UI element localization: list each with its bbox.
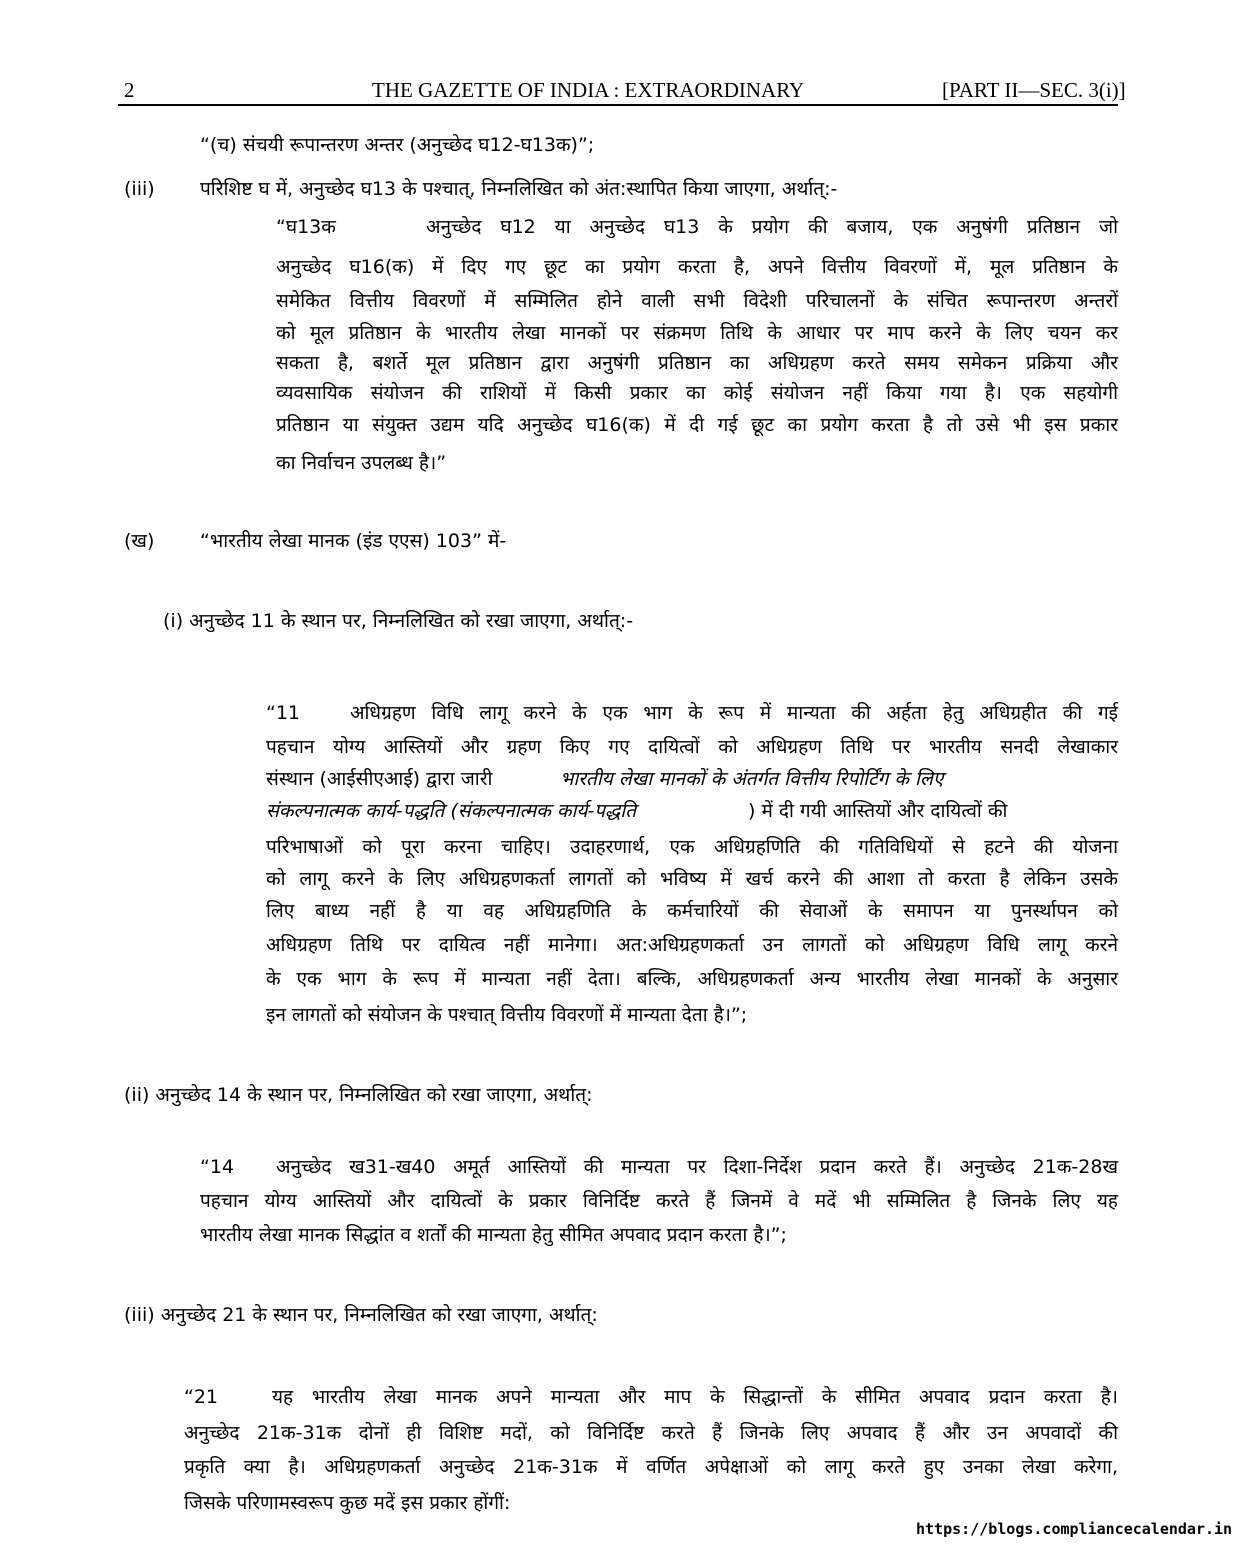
- para-11-line: संस्थान (आईसीएआई) द्वारा जारी: [266, 768, 493, 790]
- sub-iii-heading: (iii) अनुच्छेद 21 के स्थान पर, निम्नलिखित को रखा जाएगा, अर्थात्:: [124, 1304, 598, 1326]
- clause-cha-quote: “(च) संचयी रूपान्तरण अन्तर (अनुच्छेद घ12-घ13क)”;: [200, 134, 595, 156]
- section-kha-label: (ख): [124, 530, 155, 552]
- para-11-line: पहचान योग्य आस्तियों और ग्रहण किए गए दायित्वों को अधिग्रहण तिथि पर भारतीय सनदी लेखाकार: [266, 736, 1118, 758]
- para-11-italic: संकल्पनात्मक कार्य-पद्धति (संकल्पनात्मक कार्य-पद्धति: [266, 800, 637, 822]
- para-11-line: लिए बाध्य नहीं है या वह अधिग्रहणिति के कर्मचारियों की सेवाओं के समापन या पुनर्स्थापन को: [266, 900, 1118, 922]
- watermark-url[interactable]: https://blogs.compliancecalendar.in: [916, 1520, 1233, 1538]
- para-d13a-label: “घ13क: [276, 216, 336, 238]
- para-11-line: अधिग्रहण तिथि पर दायित्व नहीं मानेगा। अत:अधिग्रहणकर्ता उन लागतों को अधिग्रहण विधि लागू करने: [266, 934, 1118, 956]
- para-11-line: को लागू करने के लिए अधिग्रहणकर्ता लागतों को भविष्य में खर्च करने की आशा तो करता है लेकिन उसके: [266, 868, 1118, 890]
- para-21-label: “21: [184, 1386, 219, 1408]
- para-d13a-line: अनुच्छेद घ16(क) में दिए गए छूट का प्रयोग करता है, अपने वित्तीय विवरणों में, मूल प्रतिष्ठान के: [276, 256, 1118, 278]
- para-11-line: इन लागतों को संयोजन के पश्चात् वित्तीय विवरणों में मान्यता देता है।”;: [266, 1004, 748, 1026]
- para-d13a-line: सकता है, बशर्ते मूल प्रतिष्ठान द्वारा अनुषंगी प्रतिष्ठान का अधिग्रहण करते समय समेकन प्रक्रिया और: [276, 352, 1118, 374]
- para-14-line: पहचान योग्य आस्तियों और दायित्वों के प्रकार विनिर्दिष्ट करते हैं जिनमें वे मदें भी सम्मिलित है जिनके लिए यह: [200, 1190, 1118, 1212]
- para-11-italic: भारतीय लेखा मानकों के अंतर्गत वित्तीय रिपोर्टिंग के लिए: [560, 768, 944, 790]
- para-d13a-line: व्यवसायिक संयोजन की राशियों में किसी प्रकार का कोई संयोजन नहीं किया गया है। एक सहयोगी: [276, 382, 1118, 404]
- para-11-line: अधिग्रहण विधि लागू करने के एक भाग के रूप में मान्यता की अर्हता हेतु अधिग्रहीत की गई: [350, 702, 1118, 724]
- para-d13a-line: प्रतिष्ठान या संयुक्त उद्यम यदि अनुच्छेद घ16(क) में दी गई छूट का प्रयोग करता है तो उसे भी इस प्रकार: [276, 414, 1118, 436]
- para-14-line: अनुच्छेद ख31-ख40 अमूर्त आस्तियों की मान्यता पर दिशा-निर्देश प्रदान करते हैं। अनुच्छेद 21क-28ख: [276, 1156, 1118, 1178]
- header-rule: [118, 104, 1118, 106]
- page-number: 2: [124, 78, 135, 102]
- sub-ii-heading: (ii) अनुच्छेद 14 के स्थान पर, निम्नलिखित को रखा जाएगा, अर्थात्:: [124, 1084, 593, 1106]
- sub-i-heading: (i) अनुच्छेद 11 के स्थान पर, निम्नलिखित को रखा जाएगा, अर्थात्:-: [163, 610, 634, 632]
- item-iii-text: परिशिष्ट घ में, अनुच्छेद घ13 के पश्चात्, निम्नलिखित को अंत:स्थापित किया जाएगा, अर्थात्:-: [200, 178, 838, 200]
- item-iii-label: (iii): [124, 178, 155, 200]
- para-14-label: “14: [200, 1156, 235, 1178]
- para-21-line: अनुच्छेद 21क-31क दोनों ही विशिष्ट मदों, को विनिर्दिष्ट करते हैं जिनके लिए अपवाद हैं और उन अपवादों की: [184, 1422, 1118, 1444]
- para-21-line: प्रकृति क्या है। अधिग्रहणकर्ता अनुच्छेद 21क-31क में वर्णित अपेक्षाओं को लागू करते हुए उनका लेखा करेगा,: [184, 1456, 1118, 1478]
- para-11-line: परिभाषाओं को पूरा करना चाहिए। उदाहरणार्थ, एक अधिग्रहणिति की गतिविधियों से हटने की योजना: [266, 836, 1118, 858]
- para-11-line: के एक भाग के रूप में मान्यता नहीं देता। बल्कि, अधिग्रहणकर्ता अन्य भारतीय लेखा मानकों के अनुसार: [266, 968, 1118, 990]
- para-11-line: ) में दी गयी आस्तियों और दायित्वों की: [748, 800, 1008, 822]
- para-14-line: भारतीय लेखा मानक सिद्धांत व शर्तों की मान्यता हेतु सीमित अपवाद प्रदान करता है।”;: [200, 1224, 787, 1246]
- gazette-title: THE GAZETTE OF INDIA : EXTRAORDINARY: [372, 78, 805, 102]
- para-21-line: जिसके परिणामस्वरूप कुछ मदें इस प्रकार होंगीं:: [184, 1492, 511, 1514]
- para-21-line: यह भारतीय लेखा मानक अपने मान्यता और माप के सिद्धान्तों के सीमित अपवाद प्रदान करता है।: [272, 1386, 1118, 1408]
- para-d13a-line: अनुच्छेद घ12 या अनुच्छेद घ13 के प्रयोग की बजाय, एक अनुषंगी प्रतिष्ठान जो: [426, 216, 1118, 238]
- part-section: [PART II—SEC. 3(i)]: [942, 78, 1126, 102]
- para-d13a-line: को मूल प्रतिष्ठान के भारतीय लेखा मानकों पर संक्रमण तिथि के आधार पर माप करने के लिए चयन कर: [276, 322, 1118, 344]
- para-11-label: “11: [266, 702, 301, 724]
- para-d13a-line: का निर्वाचन उपलब्ध है।”: [276, 452, 447, 474]
- para-d13a-line: समेकित वित्तीय विवरणों में सम्मिलित होने वाली सभी विदेशी परिचालनों के संचित रूपान्तरण अन्तरों: [276, 290, 1118, 312]
- section-kha-text: “भारतीय लेखा मानक (इंड एएस) 103” में-: [200, 530, 507, 552]
